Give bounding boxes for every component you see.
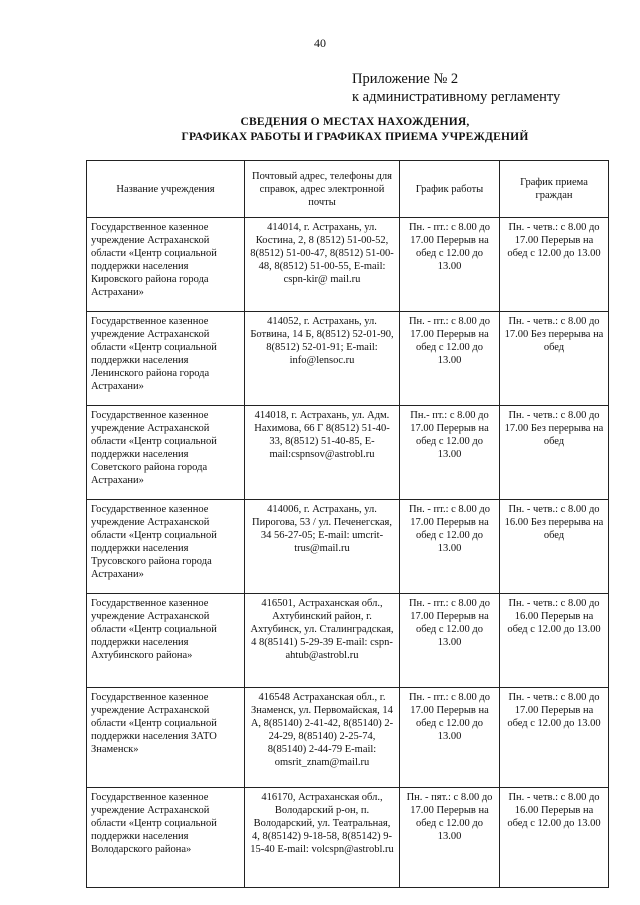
appendix-line-2: к административному регламенту (352, 89, 561, 105)
header-address: Почтовый адрес, телефоны для справок, адрес электронной почты (245, 161, 400, 218)
reception-schedule: Пн. - четв.: с 8.00 до 17.00 Перерыв на обед с 12.00 до 13.00 (500, 218, 609, 312)
institution-address: 416501, Астраханская обл., Ахтубинский район, г. Ахтубинск, ул. Сталинградская, 4 8(85141) 5-29-39 E-mail: cspn-ahtub@astrobl.ru (245, 594, 400, 688)
work-schedule: Пн. - пт.: с 8.00 до 17.00 Перерыв на обед с 12.00 до 13.00 (400, 218, 500, 312)
institution-name: Государственное казенное учреждение Астраханской области «Центр социальной поддержки населения Ахтубинского района» (87, 594, 245, 688)
header-reception-schedule: График приема граждан (500, 161, 609, 218)
work-schedule: Пн.- пт.: с 8.00 до 17.00 Перерыв на обед с 12.00 до 13.00 (400, 406, 500, 500)
institution-address: 416170, Астраханская обл., Володарский р-он, п. Володарский, ул. Театральная, 4, 8(85142) 9-18-58, 8(85142) 9-15-40 E-mail: volcspn@astrobl.ru (245, 788, 400, 888)
institution-name: Государственное казенное учреждение Астраханской области «Центр социальной поддержки населения ЗАТО Знаменск» (87, 688, 245, 788)
table-row (87, 312, 609, 406)
institution-name: Государственное казенное учреждение Астраханской области «Центр социальной поддержки населения Ленинского района города Астрахани» (87, 312, 245, 406)
work-schedule: Пн. - пт.: с 8.00 до 17.00 Перерыв на обед с 12.00 до 13.00 (400, 594, 500, 688)
institution-name: Государственное казенное учреждение Астраханской области «Центр социальной поддержки населения Володарского района» (87, 788, 245, 888)
work-schedule: Пн. - пт.: с 8.00 до 17.00 Перерыв на обед с 12.00 до 13.00 (400, 500, 500, 594)
appendix-reference (352, 70, 632, 106)
table-row (87, 594, 609, 688)
reception-schedule: Пн. - четв.: с 8.00 до 17.00 Перерыв на обед с 12.00 до 13.00 (500, 688, 609, 788)
work-schedule: Пн. - пт.: с 8.00 до 17.00 Перерыв на обед с 12.00 до 13.00 (400, 688, 500, 788)
reception-schedule: Пн. - четв.: с 8.00 до 16.00 Перерыв на обед с 12.00 до 13.00 (500, 788, 609, 888)
institution-address: 414052, г. Астрахань, ул. Ботвина, 14 Б, 8(8512) 52-01-90, 8(8512) 52-01-91; E-mail: info@lensoc.ru (245, 312, 400, 406)
header-work-schedule: График работы (400, 161, 500, 218)
reception-schedule: Пн. - четв.: с 8.00 до 16.00 Без перерыва на обед (500, 500, 609, 594)
document-title (90, 115, 620, 145)
institutions-table (86, 160, 609, 888)
appendix-line-1: Приложение № 2 (352, 71, 459, 87)
work-schedule: Пн. - пят.: с 8.00 до 17.00 Перерыв на обед с 12.00 до 13.00 (400, 788, 500, 888)
table-header-row (87, 161, 609, 218)
reception-schedule: Пн. - четв.: с 8.00 до 17.00 Без перерыва на обед (500, 312, 609, 406)
table-row (87, 406, 609, 500)
table-row (87, 688, 609, 788)
work-schedule: Пн. - пт.: с 8.00 до 17.00 Перерыв на обед с 12.00 до 13.00 (400, 312, 500, 406)
table-row (87, 500, 609, 594)
institution-name: Государственное казенное учреждение Астраханской области «Центр социальной поддержки населения Кировского района города Астрахани» (87, 218, 245, 312)
institution-address: 414006, г. Астрахань, ул. Пирогова, 53 / ул. Печенегская, 34 56-27-05; E-mail: umcrit-trus@mail.ru (245, 500, 400, 594)
page-number: 40 (314, 36, 326, 50)
title-line-2: ГРАФИКАХ РАБОТЫ И ГРАФИКАХ ПРИЕМА УЧРЕЖДЕНИЙ (181, 131, 529, 143)
title-line-1: СВЕДЕНИЯ О МЕСТАХ НАХОЖДЕНИЯ, (240, 116, 470, 128)
table-row (87, 788, 609, 888)
reception-schedule: Пн. - четв.: с 8.00 до 17.00 Без перерыва на обед (500, 406, 609, 500)
institution-name: Государственное казенное учреждение Астраханской области «Центр социальной поддержки населения Советского района города Астрахани» (87, 406, 245, 500)
table-row (87, 218, 609, 312)
institution-name: Государственное казенное учреждение Астраханской области «Центр социальной поддержки населения Трусовского района города Астрахани» (87, 500, 245, 594)
reception-schedule: Пн. - четв.: с 8.00 до 16.00 Перерыв на обед с 12.00 до 13.00 (500, 594, 609, 688)
header-institution-name: Название учреждения (87, 161, 245, 218)
institution-address: 414018, г. Астрахань, ул. Адм. Нахимова, 66 Г 8(8512) 51-40-33, 8(8512) 51-40-85, E-mail:cspnsov@astrobl.ru (245, 406, 400, 500)
institution-address: 414014, г. Астрахань, ул. Костина, 2, 8 (8512) 51-00-52, 8(8512) 51-00-47, 8(8512) 51-00-48, 8(8512) 51-00-55, E-mail: cspn-kir@ mail.ru (245, 218, 400, 312)
institution-address: 416548 Астраханская обл., г. Знаменск, ул. Первомайская, 14 А, 8(85140) 2-41-42, 8(85140) 2-24-29, 8(85140) 2-25-74, 8(85140) 2-44-79 E-mail: omsrit_znam@mail.ru (245, 688, 400, 788)
